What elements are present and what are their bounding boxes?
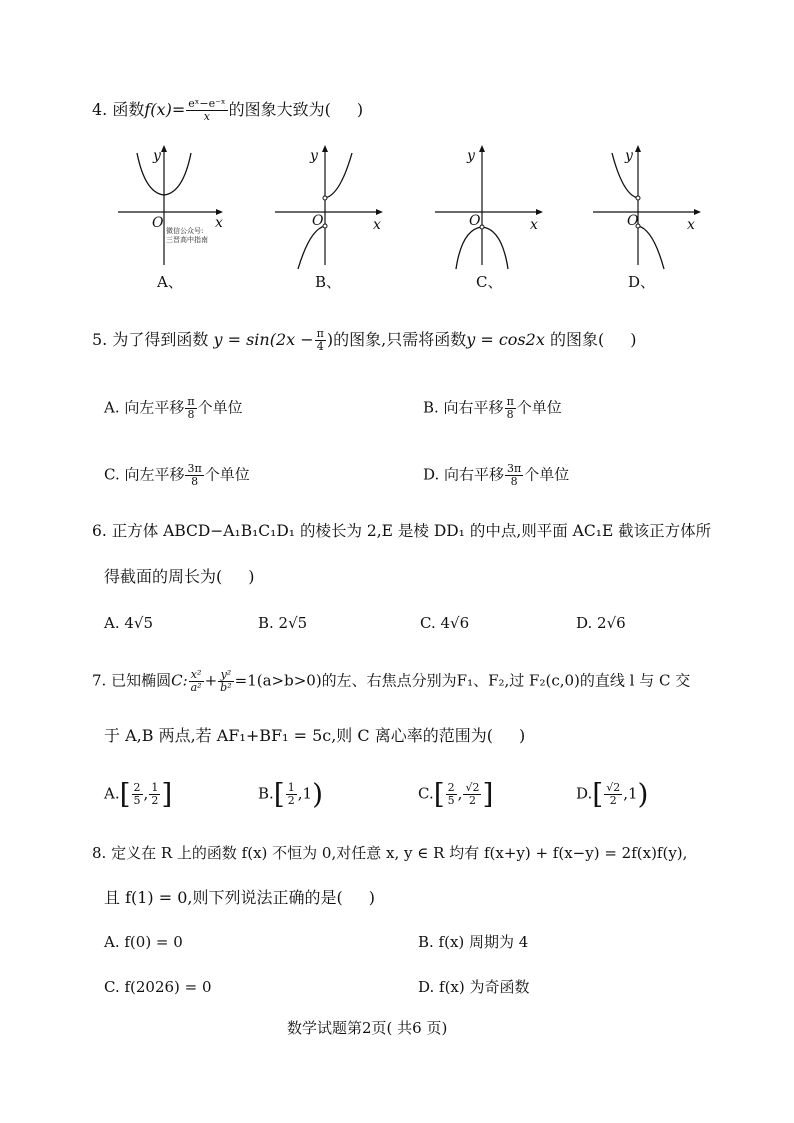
- graph-c-label: C、: [476, 273, 503, 291]
- q7-option-d[interactable]: D.[ $\frac{√2}{2}$ ,1): [576, 777, 649, 811]
- q6-option-b[interactable]: B. 2√5: [258, 614, 308, 632]
- q8-line-1: 8. 定义在 R 上的函数 f(x) 不恒为 0,对任意 x, y ∈ R 均有 f(x+y) + f(x−y) = 2f(x)f(y),: [92, 844, 688, 862]
- svg-text:x: x: [687, 217, 695, 233]
- q8-option-b[interactable]: B. f(x) 周期为 4: [418, 933, 529, 951]
- svg-text:O: O: [627, 213, 639, 229]
- q6-option-a[interactable]: A. 4√5: [104, 614, 154, 632]
- graph-d-label: D、: [628, 273, 656, 291]
- q5-option-b[interactable]: B. 向右平移 $\frac{\pi}{8}$ 个单位: [423, 395, 562, 421]
- q6-line-1: 6. 正方体 ABCD−A₁B₁C₁D₁ 的棱长为 2,E 是棱 DD₁ 的中点,则平面 AC₁E 截该正方体所: [92, 522, 712, 540]
- svg-text:y: y: [467, 148, 475, 164]
- q8-option-d[interactable]: D. f(x) 为奇函数: [418, 978, 530, 996]
- graph-b-label: B、: [315, 273, 342, 291]
- q7-line-2: 于 A,B 两点,若 AF₁+BF₁ = 5c,则 C 离心率的范围为( ): [104, 726, 526, 745]
- svg-text:O: O: [469, 213, 481, 229]
- svg-text:O: O: [312, 213, 324, 229]
- svg-text:O: O: [152, 215, 164, 231]
- svg-text:三晋高中指南: 三晋高中指南: [166, 236, 208, 244]
- q7-line-1: 7. 已知椭圆C: $\frac{\text{x²}}{\text{a²}}$ + $\frac{\text{y²}}{\text{b²}}$ =1(a>b>0)的左、右焦点分别为F₁、F₂,过 F₂(c,0)的直线 l 与 C 交: [92, 668, 691, 694]
- svg-text:x: x: [373, 217, 381, 233]
- page-footer: 数学试题第2页( 共6 页): [287, 1019, 448, 1037]
- q8-line-2: 且 f(1) = 0,则下列说法正确的是( ): [104, 888, 376, 907]
- q4-fraction: $\frac{\text{eˣ−e⁻ˣ}}{x}$: [188, 97, 226, 123]
- q8-option-c[interactable]: C. f(2026) = 0: [104, 978, 212, 996]
- q5-option-d[interactable]: D. 向右平移 $\frac{3\pi}{8}$ 个单位: [423, 462, 570, 488]
- svg-text:y: y: [153, 148, 161, 164]
- graph-d: [590, 145, 705, 270]
- q7-option-a[interactable]: A.[ $\frac{2}{5}$ , $\frac{1}{2}$ ]: [104, 777, 173, 811]
- svg-text:x: x: [530, 217, 538, 233]
- graph-a: [115, 145, 225, 270]
- q8-option-a[interactable]: A. f(0) = 0: [104, 933, 183, 951]
- svg-text:y: y: [625, 148, 633, 164]
- graph-b: [272, 145, 387, 270]
- q6-option-d[interactable]: D. 2√6: [576, 614, 626, 632]
- svg-text:y: y: [310, 148, 318, 164]
- q5-stem: 5. 为了得到函数 y = sin(2x − $\frac{\pi}{4}$ )的图象,只需将函数y = cos2x 的图象( ): [92, 327, 637, 353]
- svg-text:x: x: [215, 215, 223, 231]
- q6-option-c[interactable]: C. 4√6: [420, 614, 470, 632]
- svg-text:微信公众号:: 微信公众号:: [166, 227, 204, 235]
- q5-option-c[interactable]: C. 向左平移 $\frac{3\pi}{8}$ 个单位: [104, 462, 250, 488]
- q6-line-2: 得截面的周长为( ): [104, 567, 255, 586]
- q4-stem: 4. 函数f(x)= $\frac{\text{eˣ−e⁻ˣ}}{x}$ 的图象大致为( ): [92, 97, 364, 123]
- graph-a-label: A、: [157, 273, 183, 291]
- q5-option-a[interactable]: A. 向左平移 $\frac{\pi}{8}$ 个单位: [104, 395, 243, 421]
- graph-c: [432, 145, 547, 270]
- q7-option-b[interactable]: B.[ $\frac{1}{2}$ ,1): [258, 777, 323, 811]
- q7-option-c[interactable]: C.[ $\frac{2}{5}$ , $\frac{√2}{2}$ ]: [418, 777, 494, 811]
